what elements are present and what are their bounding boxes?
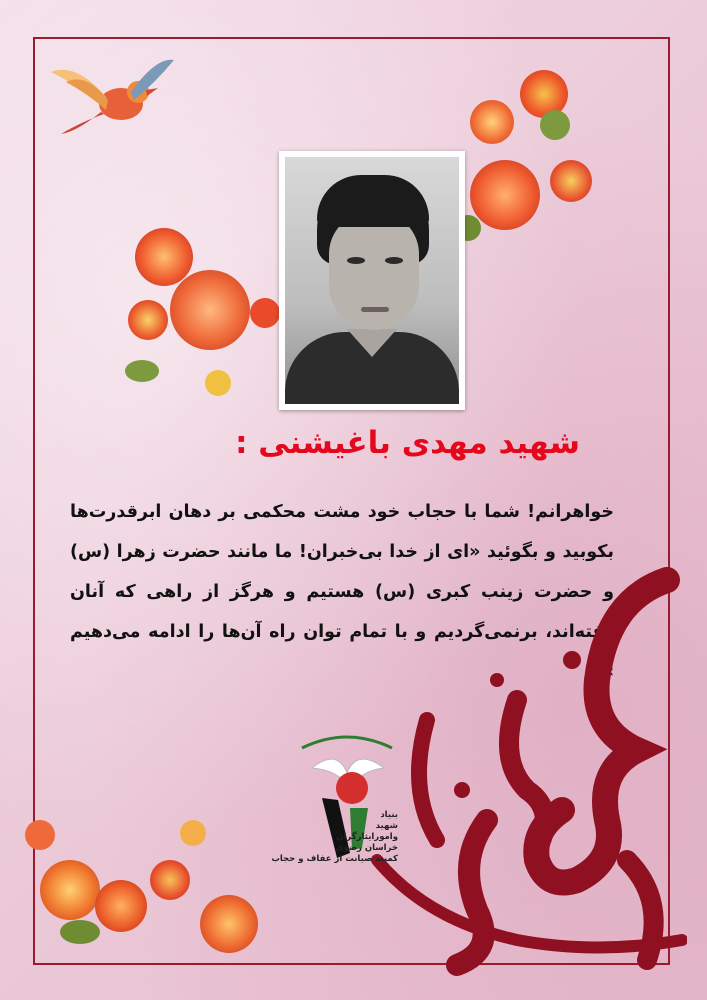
martyr-name-title: شهید مهدی باغیشنی :	[235, 425, 580, 461]
logo-caption	[271, 810, 398, 865]
calligraphy-hijab	[367, 560, 687, 980]
logo-line-3: وامورایثارگران	[336, 832, 398, 842]
logo-line-1: بنیاد	[380, 810, 398, 820]
logo-line-5: کمیته صیانت از عفاف و حجاب	[271, 854, 398, 864]
martyr-photo	[279, 151, 465, 410]
quote-text: خواهرانم! شما با حجاب خود مشت محکمی بر دهان ابرقدرت‌ها بکوبید و بگوئید «ای از خدا بی‌خبران! ما مانند حضرت زهرا (س) و حضرت زینب کبری (س) هستیم و هرگز از راهی که آنان رفته‌اند، برنمی‌گردیم و با تمام توان راه آن‌ها را ادامه می‌دهیم » .	[70, 502, 614, 682]
logo-line-2: شهید	[375, 821, 398, 831]
bird-illustration	[46, 52, 176, 142]
logo-line-4: خراسان رضوی	[335, 843, 398, 853]
